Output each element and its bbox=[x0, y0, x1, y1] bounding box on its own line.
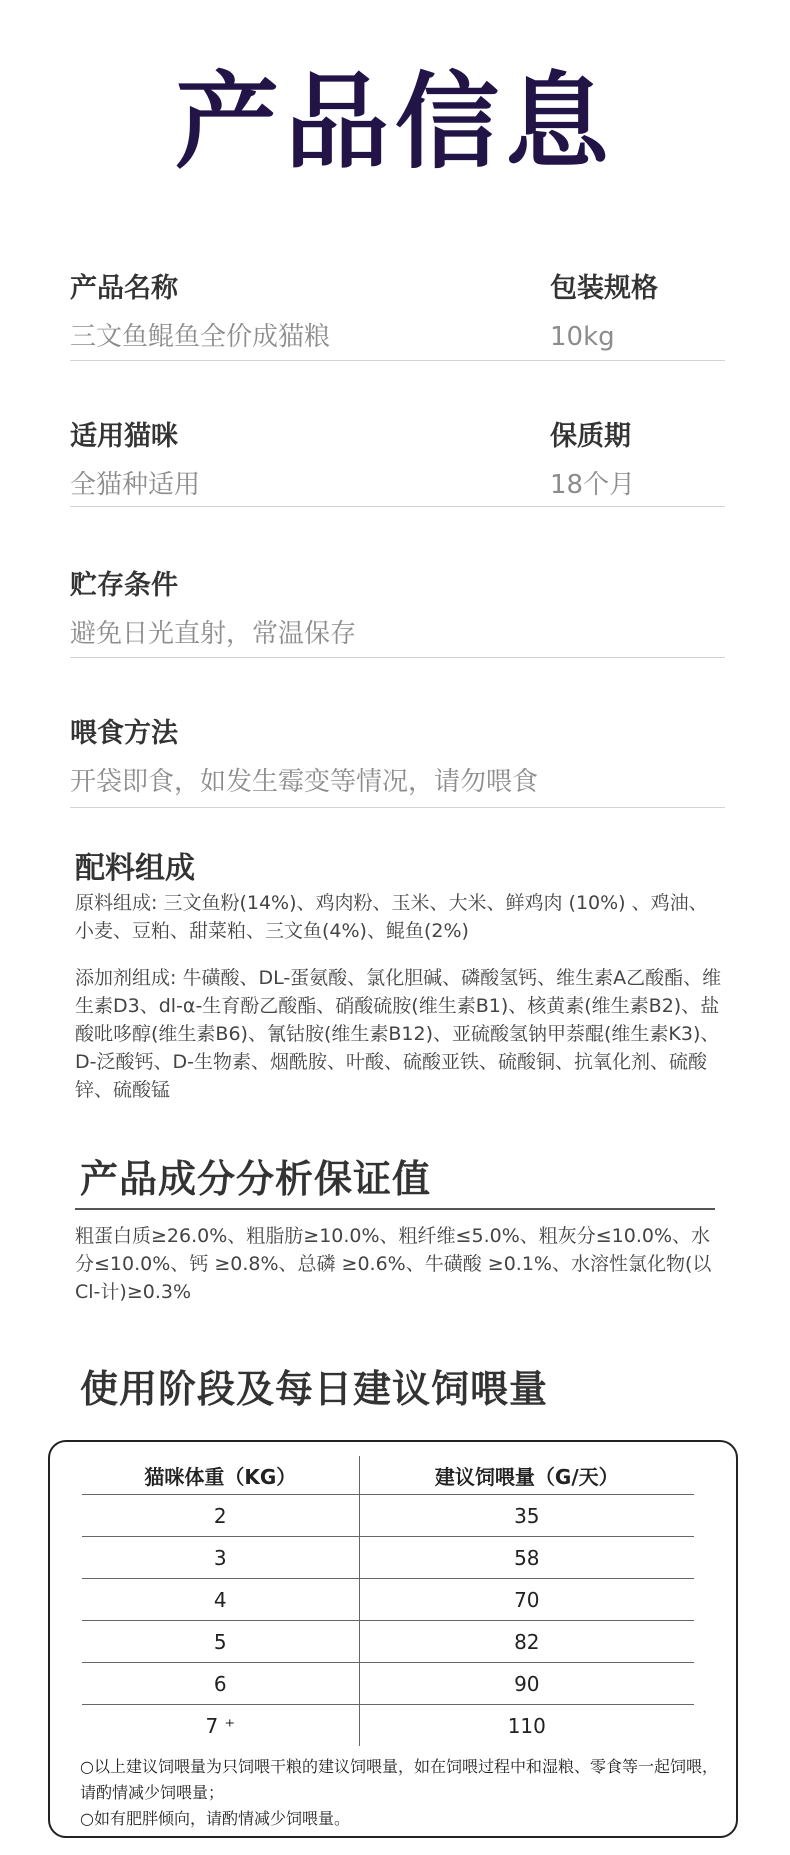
weight-cell: 5 bbox=[82, 1621, 359, 1663]
storage-label: 贮存条件 bbox=[70, 570, 178, 601]
amount-cell: 90 bbox=[359, 1663, 694, 1705]
analysis-text: 粗蛋白质≥26.0%、粗脂肪≥10.0%、粗纤维≤5.0%、粗灰分≤10.0%、水分≤10.0%、钙 ≥0.8%、总磷 ≥0.6%、牛磺酸 ≥0.1%、水溶性氯化物(以Cl-计)≥0.3% bbox=[75, 1225, 712, 1303]
spec-feeding-method bbox=[70, 720, 538, 795]
storage-value: 避免日光直射，常温保存 bbox=[70, 619, 357, 649]
weight-cell: 2 bbox=[82, 1495, 359, 1537]
analysis-divider bbox=[75, 1208, 715, 1210]
spec-row-name-size bbox=[70, 275, 725, 361]
page-title: 产品信息 bbox=[174, 61, 615, 183]
suitable-cats-label: 适用猫咪 bbox=[70, 421, 178, 452]
table-row bbox=[82, 1621, 694, 1663]
spec-row-suitable-shelf bbox=[70, 423, 725, 507]
weight-cell: 4 bbox=[82, 1579, 359, 1621]
table-header-row bbox=[82, 1456, 694, 1495]
spec-suitable-cats bbox=[70, 423, 200, 498]
amount-cell: 82 bbox=[359, 1621, 694, 1663]
amount-cell: 70 bbox=[359, 1579, 694, 1621]
spec-storage bbox=[70, 572, 356, 647]
amount-cell: 35 bbox=[359, 1495, 694, 1537]
feeding-note-1: ○以上建议饲喂量为只饲喂干粮的建议饲喂量，如在饲喂过程中和湿粮、零食等一起饲喂，请酌情减少饲喂量； bbox=[80, 1757, 718, 1802]
table-row bbox=[82, 1579, 694, 1621]
weight-cell: 7 ⁺ bbox=[205, 1713, 236, 1738]
spec-shelf-life bbox=[550, 423, 635, 498]
feeding-method-label: 喂食方法 bbox=[70, 718, 178, 749]
package-size-value: 10kg bbox=[550, 322, 615, 352]
table-row bbox=[82, 1537, 694, 1579]
feeding-method-value: 开袋即食，如发生霉变等情况，请勿喂食 bbox=[70, 767, 539, 797]
column-header-amount: 建议饲喂量（G/天） bbox=[359, 1456, 694, 1495]
spec-row-feeding bbox=[70, 720, 725, 808]
spec-package-size bbox=[550, 275, 658, 350]
table-row bbox=[82, 1495, 694, 1537]
spec-product-name bbox=[70, 275, 330, 350]
package-size-label: 包装规格 bbox=[550, 273, 658, 304]
weight-cell: 6 bbox=[82, 1663, 359, 1705]
feeding-table-card bbox=[48, 1440, 738, 1838]
analysis-heading: 产品成分分析保证值 bbox=[80, 1157, 432, 1201]
ingredients-heading: 配料组成 bbox=[75, 851, 195, 886]
suitable-cats-value: 全猫种适用 bbox=[70, 470, 201, 500]
feeding-table-heading: 使用阶段及每日建议饲喂量 bbox=[80, 1367, 549, 1411]
ingredients-additives: 添加剂组成: 牛磺酸、DL-蛋氨酸、氯化胆碱、磷酸氢钙、维生素A乙酸酯、维生素D3、dl-α-生育酚乙酸酯、硝酸硫胺(维生素B1)、核黄素(维生素B2)、盐酸吡哆醇(维生素B6)、氰钴胺(维生素B12)、亚硫酸氢钠甲萘醌(维生素K3)、D-泛酸钙、D-生物素、烟酰胺、叶酸、硫酸亚铁、硫酸铜、抗氧化剂、硫酸锌、硫酸锰 bbox=[75, 967, 722, 1101]
column-header-weight: 猫咪体重（KG） bbox=[82, 1456, 359, 1495]
shelf-life-label: 保质期 bbox=[550, 421, 631, 452]
weight-cell: 3 bbox=[82, 1537, 359, 1579]
product-name-label: 产品名称 bbox=[70, 273, 178, 304]
ingredients-raw: 原料组成: 三文鱼粉(14%)、鸡肉粉、玉米、大米、鲜鸡肉 (10%) 、鸡油、小麦、豆粕、甜菜粕、三文鱼(4%)、鲲鱼(2%) bbox=[75, 892, 708, 942]
amount-cell: 110 bbox=[359, 1705, 694, 1747]
table-row bbox=[82, 1663, 694, 1705]
amount-cell: 58 bbox=[359, 1537, 694, 1579]
product-name-value: 三文鱼鲲鱼全价成猫粮 bbox=[70, 322, 331, 352]
feeding-note-2: ○如有肥胖倾向，请酌情减少饲喂量。 bbox=[80, 1809, 350, 1828]
spec-row-storage bbox=[70, 572, 725, 658]
feeding-table bbox=[82, 1456, 694, 1746]
shelf-life-value: 18个月 bbox=[550, 470, 636, 500]
table-row bbox=[82, 1705, 694, 1747]
